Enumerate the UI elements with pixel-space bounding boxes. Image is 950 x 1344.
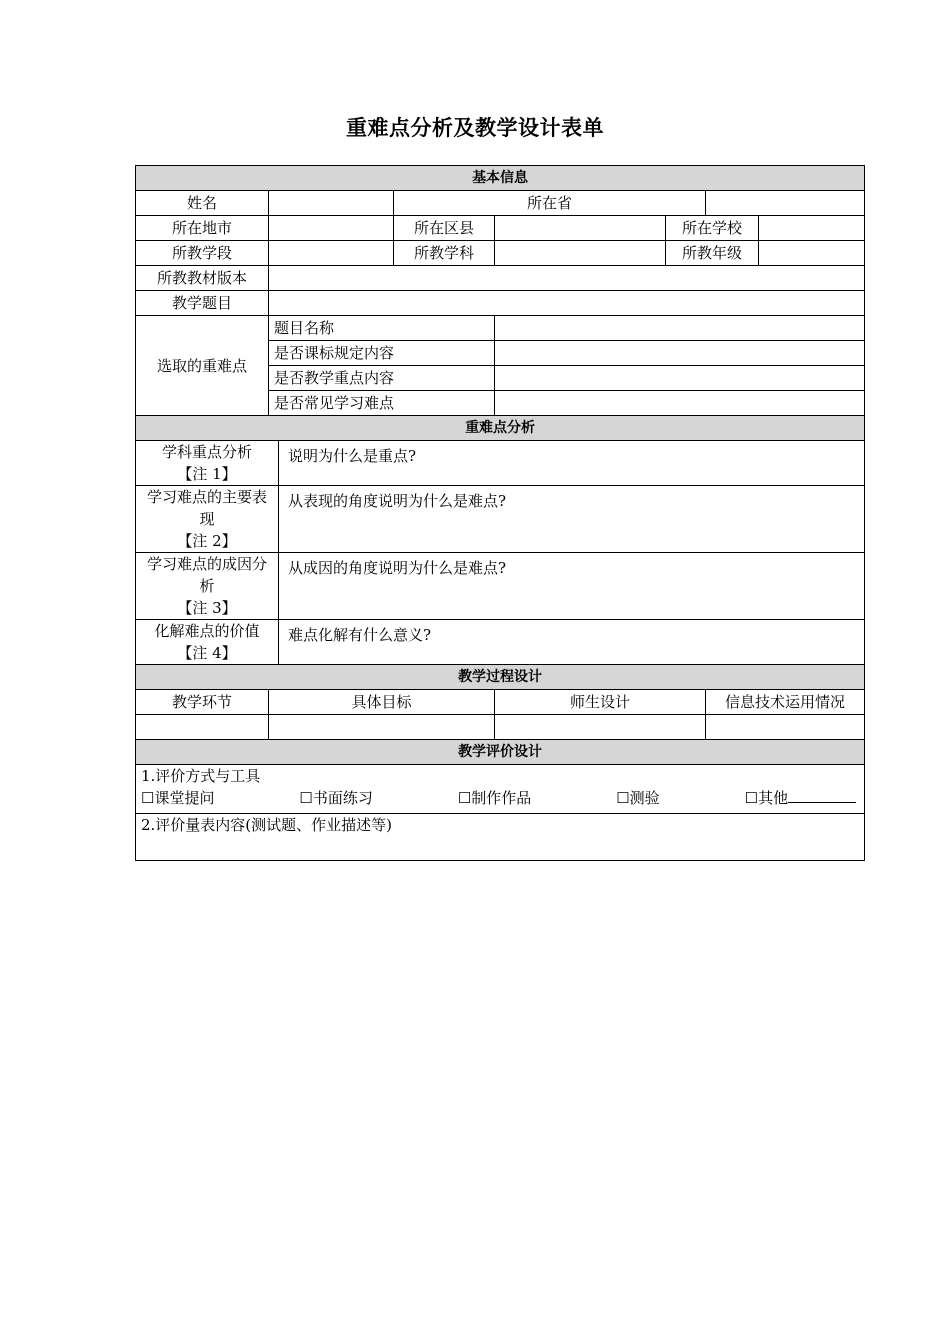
section-header: 基本信息 bbox=[136, 166, 865, 191]
option-other[interactable] bbox=[745, 787, 856, 809]
field-stage[interactable] bbox=[269, 241, 394, 266]
analysis-note: 【注 2】 bbox=[177, 532, 237, 550]
analysis-answer[interactable] bbox=[279, 553, 865, 620]
analysis-prompt: 从表现的角度说明为什么是难点? bbox=[288, 492, 507, 510]
evaluation-options bbox=[141, 787, 864, 809]
option-test[interactable]: ☐测验 bbox=[616, 789, 660, 807]
analysis-label bbox=[136, 486, 279, 553]
analysis-prompt: 难点化解有什么意义? bbox=[288, 626, 432, 644]
label-province: 所在省 bbox=[394, 191, 706, 216]
analysis-label-text: 学科重点分析 bbox=[161, 443, 252, 461]
section-header: 重难点分析 bbox=[136, 416, 865, 441]
other-blank-line[interactable] bbox=[788, 788, 856, 803]
section-basic-info bbox=[136, 166, 865, 191]
evaluation-scale[interactable] bbox=[136, 814, 865, 861]
analysis-label-text: 学习难点的成因分析 bbox=[146, 555, 267, 595]
analysis-note: 【注 3】 bbox=[177, 599, 237, 617]
analysis-label bbox=[136, 441, 279, 486]
form-title: 重难点分析及教学设计表单 bbox=[346, 116, 604, 140]
row-city bbox=[136, 216, 865, 241]
label-county: 所在区县 bbox=[394, 216, 495, 241]
field-it-usage[interactable] bbox=[706, 715, 865, 740]
design-form-table bbox=[135, 165, 865, 861]
field-key-content[interactable] bbox=[495, 366, 865, 391]
option-class-questioning[interactable]: ☐课堂提问 bbox=[141, 789, 215, 807]
analysis-row bbox=[136, 553, 865, 620]
field-school[interactable] bbox=[759, 216, 865, 241]
section-header: 教学过程设计 bbox=[136, 665, 865, 690]
label-stage: 所教学段 bbox=[136, 241, 269, 266]
evaluation-methods-label: 1.评价方式与工具 bbox=[141, 767, 261, 785]
row-name bbox=[136, 191, 865, 216]
section-process bbox=[136, 665, 865, 690]
field-grade[interactable] bbox=[759, 241, 865, 266]
evaluation-scale-row bbox=[136, 814, 865, 861]
evaluation-methods-row bbox=[136, 765, 865, 814]
label-curriculum: 是否课标规定内容 bbox=[269, 341, 495, 366]
field-subject[interactable] bbox=[495, 241, 666, 266]
analysis-prompt: 说明为什么是重点? bbox=[288, 447, 417, 465]
analysis-label-text: 学习难点的主要表现 bbox=[146, 488, 267, 528]
label-topic-name: 题目名称 bbox=[269, 316, 495, 341]
label-grade: 所教年级 bbox=[666, 241, 759, 266]
field-textbook[interactable] bbox=[269, 266, 865, 291]
process-header-row bbox=[136, 690, 865, 715]
row-selected-1 bbox=[136, 316, 865, 341]
field-topic-name[interactable] bbox=[495, 316, 865, 341]
evaluation-methods bbox=[136, 765, 865, 814]
section-header: 教学评价设计 bbox=[136, 740, 865, 765]
section-evaluation bbox=[136, 740, 865, 765]
analysis-prompt: 从成因的角度说明为什么是难点? bbox=[288, 559, 507, 577]
analysis-row bbox=[136, 620, 865, 665]
field-county[interactable] bbox=[495, 216, 666, 241]
col-teaching-stage: 教学环节 bbox=[136, 690, 269, 715]
col-specific-goal: 具体目标 bbox=[269, 690, 495, 715]
analysis-note: 【注 4】 bbox=[177, 644, 237, 662]
option-make-work[interactable]: ☐制作作品 bbox=[457, 789, 532, 807]
analysis-answer[interactable] bbox=[279, 441, 865, 486]
field-specific-goal[interactable] bbox=[269, 715, 495, 740]
label-topic: 教学题目 bbox=[136, 291, 269, 316]
field-common-difficulty[interactable] bbox=[495, 391, 865, 416]
field-province[interactable] bbox=[706, 191, 865, 216]
analysis-answer[interactable] bbox=[279, 486, 865, 553]
field-city[interactable] bbox=[269, 216, 394, 241]
row-textbook bbox=[136, 266, 865, 291]
label-key-content: 是否教学重点内容 bbox=[269, 366, 495, 391]
col-teacher-student-design: 师生设计 bbox=[495, 690, 706, 715]
field-teacher-student-design[interactable] bbox=[495, 715, 706, 740]
analysis-label bbox=[136, 553, 279, 620]
field-name[interactable] bbox=[269, 191, 394, 216]
field-curriculum[interactable] bbox=[495, 341, 865, 366]
label-textbook: 所教教材版本 bbox=[136, 266, 269, 291]
field-topic[interactable] bbox=[269, 291, 865, 316]
evaluation-scale-label: 2.评价量表内容(测试题、作业描述等) bbox=[141, 816, 393, 834]
analysis-row bbox=[136, 486, 865, 553]
section-analysis bbox=[136, 416, 865, 441]
col-it-usage: 信息技术运用情况 bbox=[706, 690, 865, 715]
label-school: 所在学校 bbox=[666, 216, 759, 241]
process-body-row bbox=[136, 715, 865, 740]
analysis-row bbox=[136, 441, 865, 486]
label-common-difficulty: 是否常见学习难点 bbox=[269, 391, 495, 416]
label-selected-points: 选取的重难点 bbox=[136, 316, 269, 416]
label-subject: 所教学科 bbox=[394, 241, 495, 266]
analysis-note: 【注 1】 bbox=[177, 465, 237, 483]
option-written-exercise[interactable]: ☐书面练习 bbox=[299, 789, 373, 807]
label-name: 姓名 bbox=[136, 191, 269, 216]
analysis-label-text: 化解难点的价值 bbox=[154, 622, 260, 640]
analysis-label bbox=[136, 620, 279, 665]
row-stage bbox=[136, 241, 865, 266]
label-city: 所在地市 bbox=[136, 216, 269, 241]
field-teaching-stage[interactable] bbox=[136, 715, 269, 740]
analysis-answer[interactable] bbox=[279, 620, 865, 665]
option-other-label: ☐其他 bbox=[744, 789, 789, 807]
row-topic bbox=[136, 291, 865, 316]
